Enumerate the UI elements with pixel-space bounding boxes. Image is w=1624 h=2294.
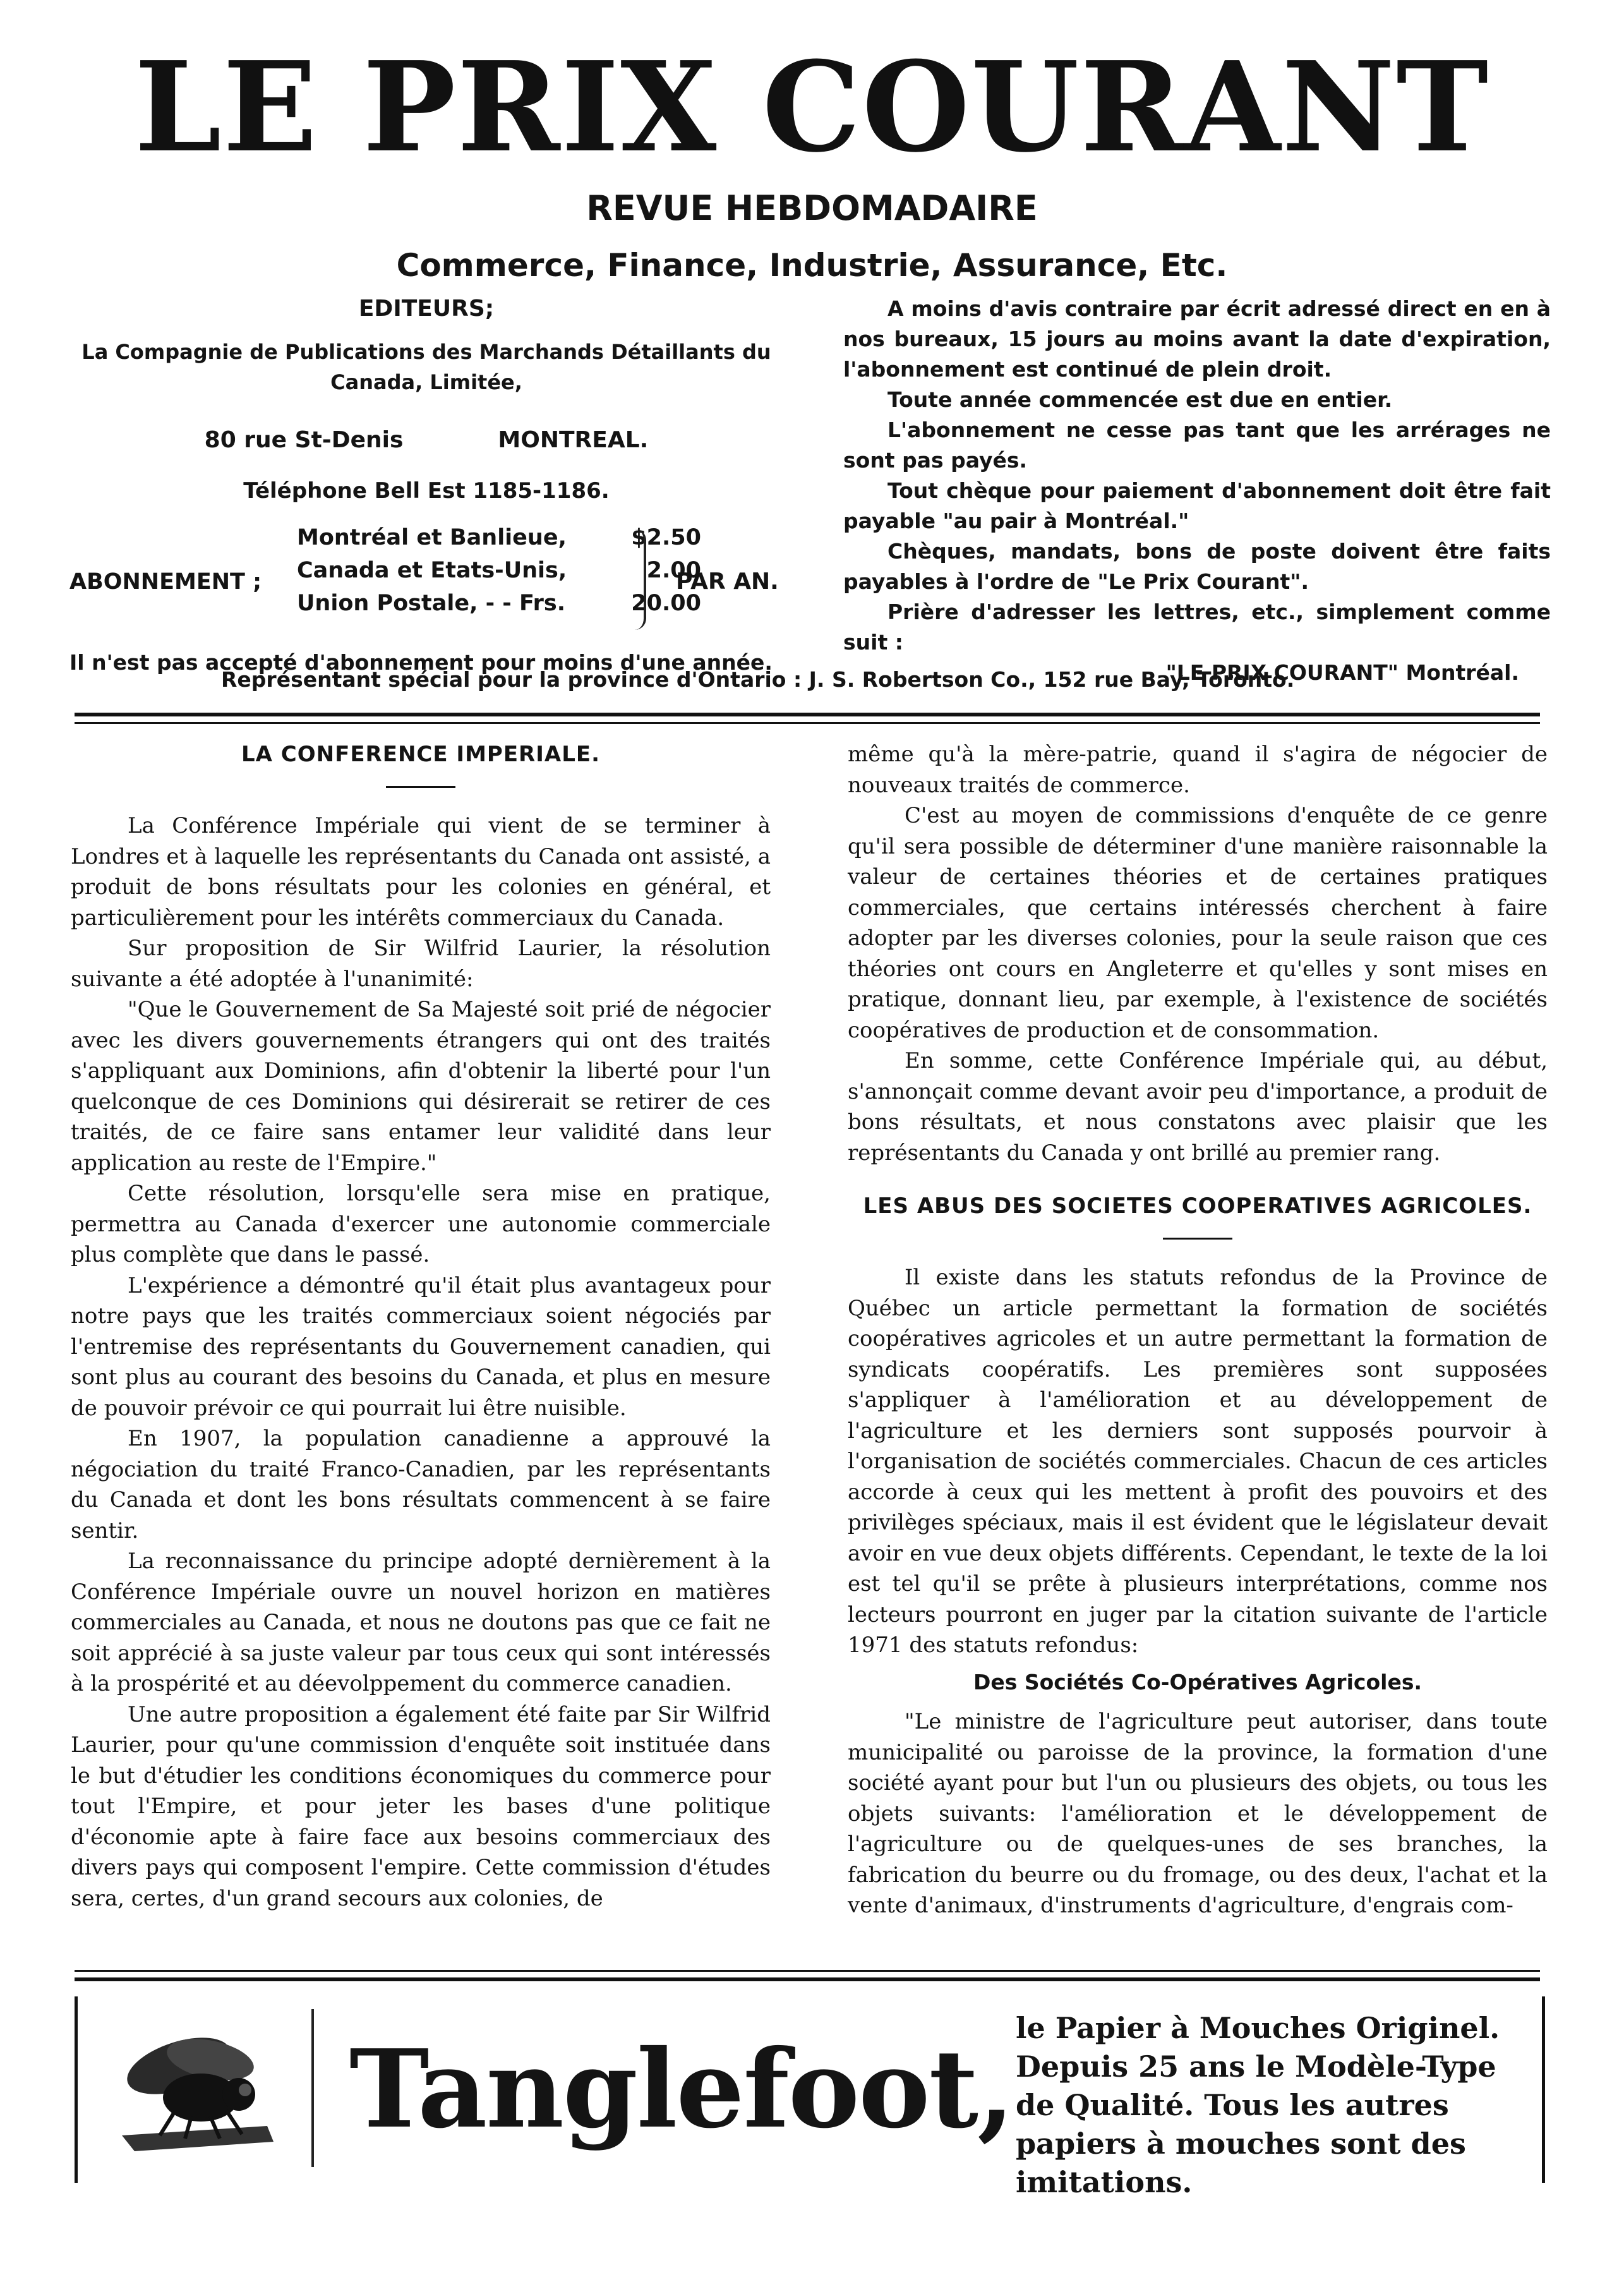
editors-label: EDITEURS; xyxy=(358,296,495,322)
column-right xyxy=(848,739,1548,1952)
rate-price: $2.50 xyxy=(631,525,701,550)
article-quote: "Le ministre de l'agriculture peut autoriser, dans toute municipalité ou paroisse de la province, la formation d'une société ayant pour but l'un ou plusieurs des objets, ou tous les objets suivants: l'amélioration et le développement de l'agriculture ou de quelques-unes de ses branches, la fabrication du beurre ou du fromage, ou des deux, l'achat et la vente d'animaux, d'instruments d'agriculture, d'engrais com- xyxy=(848,1709,1548,1918)
article-paragraph: La reconnaissance du principe adopté dernièrement à la Conférence Impériale ouvre un nouvel horizon en matières commerciales au Canada, et nous ne doutons pas que ce fait ne soit apprécié à sa juste valeur par tous ceux qui sont intéressés à la prospérité et au déevolppement du commerce canadien. xyxy=(71,1548,771,1696)
article-heading: LA CONFERENCE IMPERIALE. xyxy=(241,742,601,767)
article-paragraph: même qu'à la mère-patrie, quand il s'agira de négocier de nouveaux traités de commerce. xyxy=(848,742,1548,798)
article-paragraph: C'est au moyen de commissions d'enquête de ce genre qu'il sera possible de déterminer d'une manière raisonnable la valeur de certaines théories et de certaines pratiques commerciales, que certains intéressés cherchent à faire adopter par les diverses colonies, pour la seule raison que ces théories ont cours en Angleterre et qu'elles y sont mises en pratique, donnant lieu, par exemple, à l'existence de sociétés coopératives de production et de consommation. xyxy=(848,803,1548,1043)
article-paragraph: Cette résolution, lorsqu'elle sera mise en pratique, permettra au Canada d'exercer une autonomie commerciale plus complète que dans le passé. xyxy=(71,1181,771,1267)
term-paragraph: Toute année commencée est due en entier. xyxy=(887,387,1393,412)
article-paragraph: Une autre proposition a également été faite par Sir Wilfrid Laurier, pour qu'une commission d'enquête soit instituée dans le but d'étudier les conditions économiques du commerce pour tout l'Empire, et pour jeter les bases d'une politique d'économie apte à faire face aux besoins commerciaux des divers pays qui composent l'empire. Cette commission d'études sera, certes, d'un grand secours aux colonies, de xyxy=(71,1701,771,1911)
rate-region: Canada et Etats-Unis, xyxy=(297,558,567,583)
publisher-address xyxy=(69,425,783,456)
article-paragraph: Il existe dans les statuts refondus de la Province de Québec un article permettant la formation de sociétés coopératives agricoles et un autre permettant la formation de syndicats coopératifs. Les premières sont supposées s'appliquer à l'amélioration et au développement de l'agriculture et les derniers sont supposés pourvoir à l'organisation de sociétés commerciales. Chacun de ces articles accorde à ceux qui les mettent à profit des pouvoirs et des privilèges spéciaux, mais il est évident que le législateur devait avoir en vue deux objets différents. Cependant, le texte de la loi est tel qu'il se prête à plusieurs interprétations, comme nos lecteurs pourront en juger par la citation suivante de l'article 1971 des statuts refondus: xyxy=(848,1265,1548,1658)
rate-region: Montréal et Banlieue, xyxy=(297,525,567,550)
per-year-label: PAR AN. xyxy=(676,569,779,595)
article-heading: LES ABUS DES SOCIETES COOPERATIVES AGRICOLES. xyxy=(863,1193,1532,1219)
heading-rule xyxy=(386,786,455,788)
article-paragraph: La Conférence Impériale qui vient de se terminer à Londres et à laquelle les représentants du Canada ont assisté, a produit de bons résultats pour les colonies en général, et particulièrement pour les intérêts commerciaux du Canada. xyxy=(71,813,771,931)
ad-divider xyxy=(311,2009,314,2167)
term-paragraph: Prière d'adresser les lettres, etc., simplement comme suit : xyxy=(843,600,1551,655)
subscription-terms xyxy=(843,294,1551,688)
brace xyxy=(635,529,646,630)
subscription-rates xyxy=(69,522,783,661)
mailing-address: "LE PRIX COURANT" Montréal. xyxy=(1165,660,1519,685)
masthead-topics: Commerce, Finance, Industrie, Assurance, Etc. xyxy=(396,247,1228,284)
article-paragraph: L'expérience a démontré qu'il était plus avantageux pour notre pays que les traités commerciaux soient négociés par l'entremise des représentants du Gouvernement canadien, qui sont plus au courant des besoins du Canada, et plus en mesure de pouvoir prévoir ce qui pourrait lui être nuisible. xyxy=(71,1272,771,1421)
term-paragraph: Chèques, mandats, bons de poste doivent être faits payables à l'ordre de "Le Prix Courant". xyxy=(843,539,1551,594)
publisher-phone: Téléphone Bell Est 1185-1186. xyxy=(243,478,610,504)
masthead-subtitle: REVUE HEBDOMADAIRE xyxy=(586,188,1038,228)
city: MONTREAL. xyxy=(498,427,649,453)
term-paragraph: A moins d'avis contraire par écrit adressé direct en en à nos bureaux, 15 jours au moins avant la date d'expiration, l'abonnement est continué de plein droit. xyxy=(843,296,1551,382)
ad-rule xyxy=(75,1970,1540,1972)
rate-price: 20.00 xyxy=(631,591,701,616)
ad-rule xyxy=(75,1977,1540,1981)
fly-icon xyxy=(116,2015,280,2161)
heading-rule xyxy=(1163,1238,1232,1240)
article-subheading: Des Sociétés Co-Opératives Agricoles. xyxy=(973,1669,1423,1694)
rate-region: Union Postale, - - Frs. xyxy=(297,591,566,616)
subscription-label: ABONNEMENT ; xyxy=(69,569,262,595)
publisher-info xyxy=(69,294,783,678)
rate-price: 2.00 xyxy=(646,558,701,583)
article-paragraph: En 1907, la population canadienne a approuvé la négociation du traité Franco-Canadien, par les représentants du Canada et dont les bons résultats commencent à se faire sentir. xyxy=(71,1426,771,1543)
header-rule xyxy=(75,722,1540,724)
brand-name: Tanglefoot, xyxy=(349,2026,1014,2152)
article-paragraph: Sur proposition de Sir Wilfrid Laurier, la résolution suivante a été adoptée à l'unanimité: xyxy=(71,936,771,992)
article-paragraph: En somme, cette Conférence Impériale qui, au début, s'annonçait comme devant avoir peu d'importance, a produit de bons résultats, et nous constatons avec plaisir que les représentants du Canada y ont brillé au premier rang. xyxy=(848,1048,1548,1166)
representative-line: Représentant spécial pour la province d'Ontario : J. S. Robertson Co., 152 rue Bay, Toronto. xyxy=(221,667,1295,692)
term-paragraph: Tout chèque pour paiement d'abonnement doit être fait payable "au pair à Montréal." xyxy=(843,478,1551,533)
header-rule xyxy=(75,713,1540,716)
tanglefoot-advertisement xyxy=(75,1996,1545,2199)
masthead-title: LE PRIX COURANT xyxy=(134,35,1490,180)
publisher-company: La Compagnie de Publications des Marchands Détaillants du Canada, Limitée, xyxy=(81,340,771,394)
minimum-note: Il n'est pas accepté d'abonnement pour moins d'une année. xyxy=(69,650,773,675)
article-quote: "Que le Gouvernement de Sa Majesté soit prié de négocier avec les divers gouvernements étrangers qui ont des traités s'appliquant aux Dominions, afin d'obtenir la liberté pour l'un quelconque de ces Dominions qui désirerait se retirer de ces traités, de ce faire sans entamer leur validité dans leur application au reste de l'Empire." xyxy=(71,997,771,1176)
term-paragraph: L'abonnement ne cesse pas tant que les arrérages ne sont pas payés. xyxy=(843,418,1551,473)
brand-tagline: le Papier à Mouches Originel. Depuis 25 ans le Modèle-Type de Qualité. Tous les autres papiers à mouches sont des imitations. xyxy=(1016,2011,1500,2199)
street: 80 rue St-Denis xyxy=(204,427,404,453)
column-left xyxy=(71,739,771,1952)
